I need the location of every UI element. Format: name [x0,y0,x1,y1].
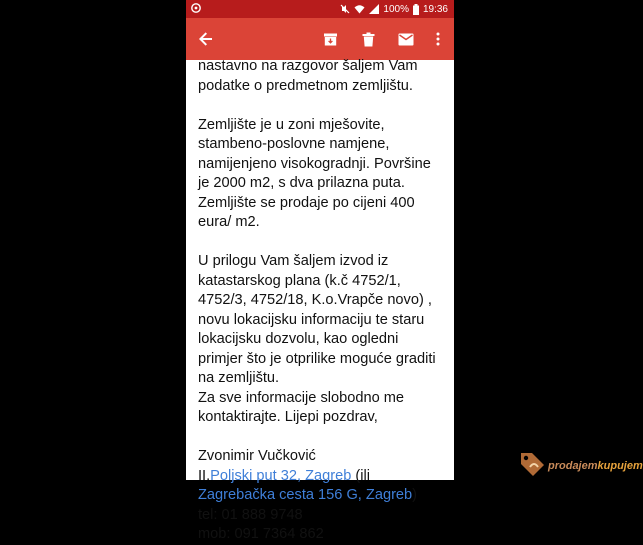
message-line: Za sve informacije slobodno me [198,389,405,406]
mobile-number: mob: 091 7364 862 [198,526,324,542]
message-line: primjer što je otprilike moguće graditi [198,350,436,367]
message-line: stambeno-poslovne namjene, [198,136,390,152]
watermark [518,452,643,480]
message-line: namijenjeno visokogradnji. Površine [198,155,431,172]
more-vert-icon[interactable] [426,27,450,51]
signature-address-line [198,486,450,506]
delete-icon[interactable] [356,27,380,51]
message-line: nastavno na razgovor šaljem Vam [198,58,418,74]
message-line: Zemljište se prodaje po cijeni 400 [198,194,415,211]
watermark-text-part2: kupujem [597,460,643,472]
watermark-text-part1: prodajem [548,460,598,472]
message-line: na zemljištu. [198,370,280,386]
message-line: kontaktirajte. Lijepi pozdrav, [198,409,378,425]
message-line: lokacijsku dozvolu, kao ogledni [198,331,399,347]
message-line: katastarskog plana (k.č 4752/1, [198,272,401,289]
address-link-primary[interactable]: Poljski put 32, Zagreb [210,467,352,484]
message-body[interactable] [186,58,454,542]
battery-percentage: 100% [383,3,409,15]
mail-icon[interactable] [394,27,418,51]
address-link-secondary[interactable]: Zagrebačka cesta 156 G, Zagreb [198,487,413,503]
message-line: U prilogu Vam šaljem izvod iz [198,253,389,269]
battery-icon [413,4,419,15]
app-bar [186,18,454,60]
signature-text: (ili [351,467,370,484]
status-bar [186,0,454,18]
message-line: podatke o predmetnom zemljištu. [198,77,413,94]
watermark-text [548,460,643,472]
phone-screen [186,0,454,542]
mute-icon [340,4,350,14]
wifi-icon [354,4,365,14]
message-line: 4752/3, 4752/18, K.o.Vrapče novo) , [198,292,432,308]
signal-icon [369,4,379,14]
message-text [198,57,450,545]
message-line: eura/ m2. [198,214,260,230]
signature-name: Zvonimir Vučković [198,448,316,464]
archive-icon[interactable] [318,27,342,51]
signature-prefix: II. [198,467,211,484]
phone-number: tel: 01 888 9748 [198,506,303,523]
clock: 19:36 [422,3,448,15]
message-line: je 2000 m2, s dva prilazna puta. [198,175,405,191]
notification-icon [191,3,201,13]
signature-address-line [198,467,450,487]
back-arrow-icon[interactable] [194,27,218,51]
message-line: novu lokacijsku informaciju te staru [198,311,425,328]
signature-text: ) [412,487,418,503]
message-line: Zemljište je u zoni mješovite, [198,116,385,133]
watermark-logo-icon [518,451,546,482]
